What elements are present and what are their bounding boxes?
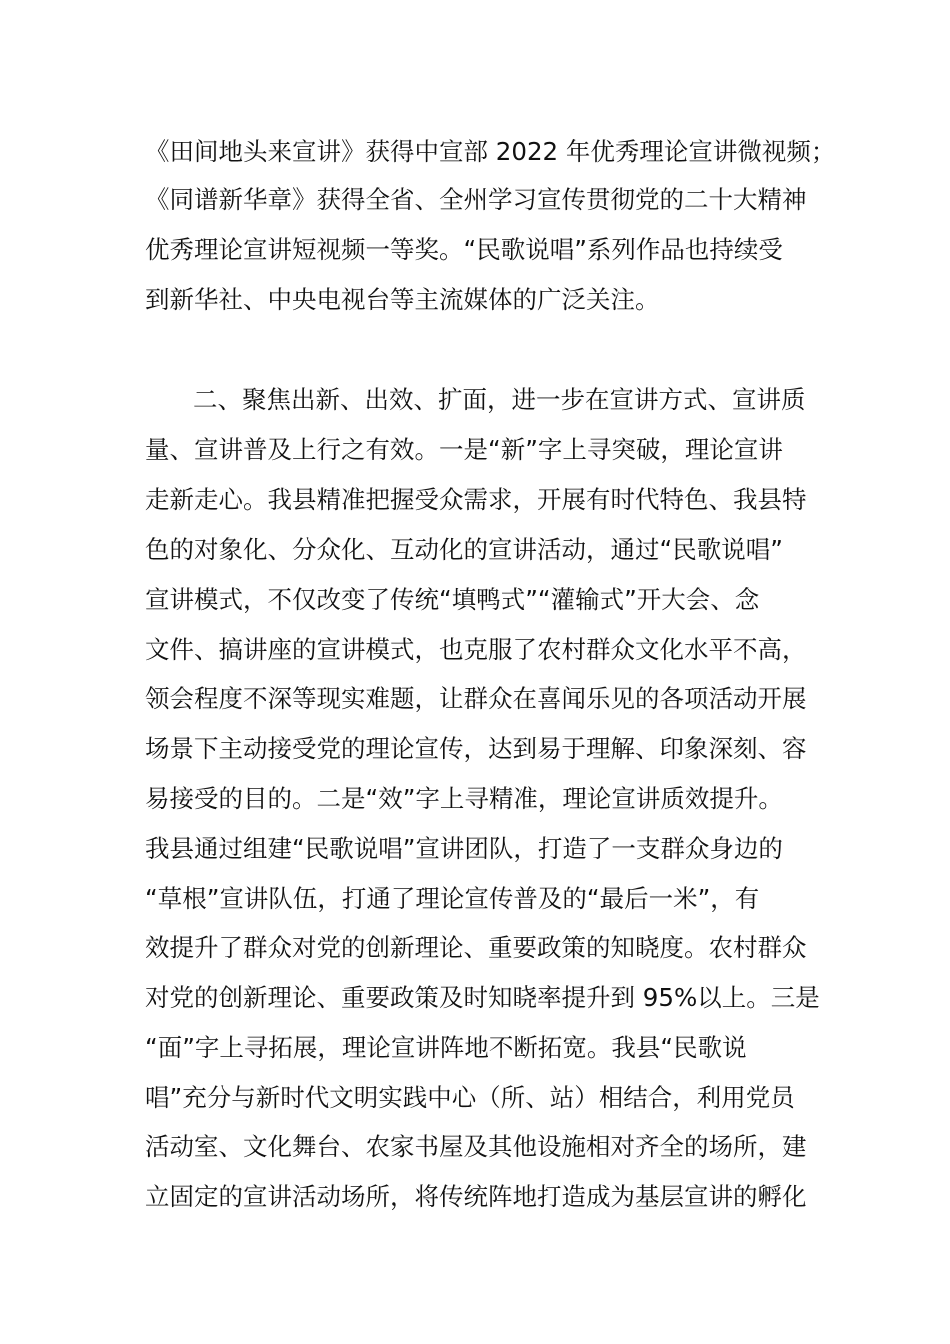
paragraph-2-line-6: 文件、搞讲座的宣讲模式，也克服了农村群众文化水平不高， bbox=[145, 635, 807, 664]
paragraph-1-line-1: 《田间地头来宣讲》获得中宣部 2022 年优秀理论宣讲微视频； bbox=[145, 137, 836, 166]
paragraph-2-line-15: 唱”充分与新时代文明实践中心（所、站）相结合，利用党员 bbox=[145, 1083, 795, 1112]
paragraph-2-line-1: 二、聚焦出新、出效、扩面，进一步在宣讲方式、宣讲质 bbox=[193, 385, 806, 414]
paragraph-2-line-14: “面”字上寻拓展，理论宣讲阵地不断拓宽。我县“民歌说 bbox=[145, 1033, 747, 1062]
paragraph-2-line-3: 走新走心。我县精准把握受众需求，开展有时代特色、我县特 bbox=[145, 485, 807, 514]
paragraph-2-line-8: 场景下主动接受党的理论宣传，达到易于理解、印象深刻、容 bbox=[145, 734, 807, 763]
paragraph-2-line-4: 色的对象化、分众化、互动化的宣讲活动，通过“民歌说唱” bbox=[145, 535, 783, 564]
paragraph-2-line-9: 易接受的目的。二是“效”字上寻精准，理论宣讲质效提升。 bbox=[145, 784, 783, 813]
paragraph-2-line-5: 宣讲模式，不仅改变了传统“填鸭式”“灌输式”开大会、念 bbox=[145, 585, 760, 614]
paragraph-2-line-10: 我县通过组建“民歌说唱”宣讲团队，打造了一支群众身边的 bbox=[145, 834, 783, 863]
paragraph-2-line-12: 效提升了群众对党的创新理论、重要政策的知晓度。农村群众 bbox=[145, 933, 807, 962]
paragraph-1-line-4: 到新华社、中央电视台等主流媒体的广泛关注。 bbox=[145, 285, 660, 314]
paragraph-2-line-13: 对党的创新理论、重要政策及时知晓率提升到 95%以上。三是 bbox=[145, 983, 820, 1012]
paragraph-2-line-2: 量、宣讲普及上行之有效。一是“新”字上寻突破，理论宣讲 bbox=[145, 435, 783, 464]
paragraph-2-line-16: 活动室、文化舞台、农家书屋及其他设施相对齐全的场所，建 bbox=[145, 1132, 807, 1161]
paragraph-2-line-11: “草根”宣讲队伍，打通了理论宣传普及的“最后一米”，有 bbox=[145, 884, 760, 913]
paragraph-2-line-7: 领会程度不深等现实难题，让群众在喜闻乐见的各项活动开展 bbox=[145, 684, 807, 713]
paragraph-1-line-2: 《同谱新华章》获得全省、全州学习宣传贯彻党的二十大精神 bbox=[145, 185, 807, 214]
paragraph-2-line-17: 立固定的宣讲活动场所，将传统阵地打造成为基层宣讲的孵化 bbox=[145, 1182, 807, 1211]
paragraph-1-line-3: 优秀理论宣讲短视频一等奖。“民歌说唱”系列作品也持续受 bbox=[145, 235, 783, 264]
